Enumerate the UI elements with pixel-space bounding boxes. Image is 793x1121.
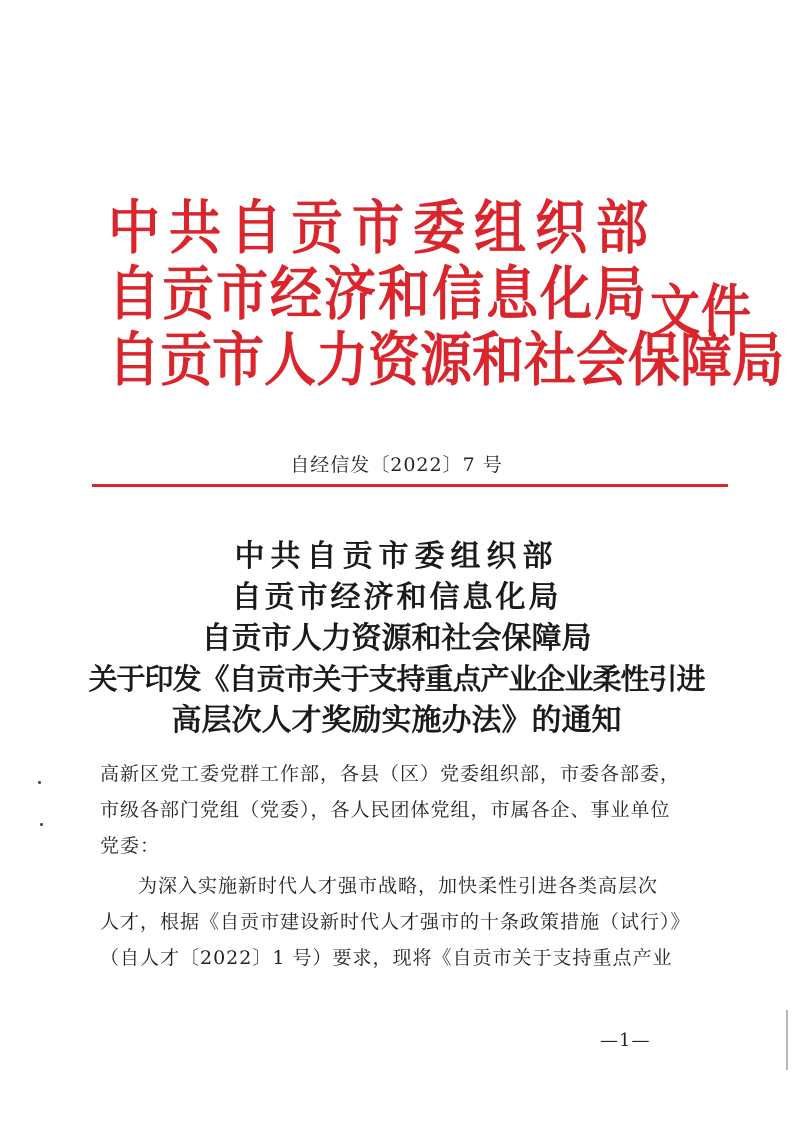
notice-title [0, 536, 793, 741]
scan-edge-mark [786, 1010, 788, 1070]
title-line-4: 关于印发《自贡市关于支持重点产业企业柔性引进 [88, 662, 705, 696]
body-line-1: 为深入实施新时代人才强市战略，加快柔性引进各类高层次 [138, 875, 659, 897]
recipients-line-2: 市级各部门党组（党委），各人民团体党组，市属各企、事业单位 [100, 799, 671, 821]
red-divider-line [92, 484, 728, 487]
body-line-3: （自人才〔2022〕1 号）要求，现将《自贡市关于支持重点产业 [100, 947, 673, 969]
title-line-5: 高层次人才奖励实施办法》的通知 [171, 703, 622, 738]
body-line-2: 人才，根据《自贡市建设新时代人才强市的十条政策措施（试行）》 [100, 911, 691, 933]
scan-speck [38, 781, 41, 784]
document-number: 自经信发〔2022〕7 号 [290, 454, 503, 476]
title-line-3: 自贡市人力资源和社会保障局 [201, 621, 592, 656]
issuer-line-3: 自贡市人力资源和社会保障局 [108, 327, 785, 395]
document-type-label: 文件 [650, 279, 752, 345]
body-paragraph [100, 868, 700, 976]
recipients-line-1: 高新区党工委党群工作部，各县（区）党委组织部，市委各部委， [100, 763, 681, 785]
title-line-2: 自贡市经济和信息化局 [231, 580, 562, 615]
issuer-line-2: 自贡市经济和信息化局 [108, 261, 649, 329]
page-number: —1— [600, 1030, 651, 1051]
recipients-paragraph [100, 756, 700, 864]
issuer-line-1: 中共自贡市委组织部 [108, 195, 658, 263]
recipients-line-3: 党委： [100, 835, 161, 857]
title-line-1: 中共自贡市委组织部 [234, 539, 559, 574]
scan-speck [40, 823, 43, 826]
